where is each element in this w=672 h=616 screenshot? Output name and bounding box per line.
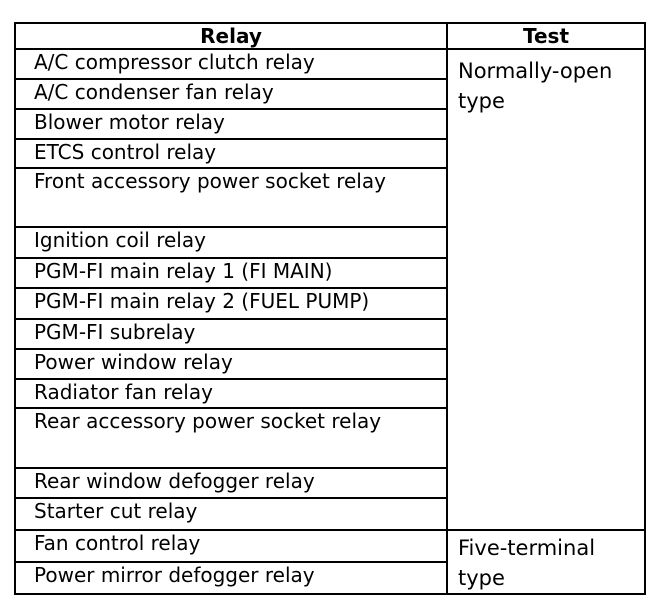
relay-column-header: Relay [15, 23, 447, 49]
relay-cell: ETCS control relay [15, 139, 447, 168]
test-column-header: Test [447, 23, 645, 49]
relay-cell: A/C condenser fan relay [15, 79, 447, 109]
relay-cell: PGM-FI subrelay [15, 319, 447, 349]
header-row [15, 23, 645, 49]
relay-cell: Front accessory power socket relay [15, 168, 447, 227]
table-row [15, 49, 645, 79]
relay-cell: Blower motor relay [15, 109, 447, 139]
relay-cell: PGM-FI main relay 1 (FI MAIN) [15, 258, 447, 288]
relay-cell: Rear window defogger relay [15, 468, 447, 498]
relay-cell: Radiator fan relay [15, 379, 447, 408]
relay-cell: A/C compressor clutch relay [15, 49, 447, 79]
relay-cell: Starter cut relay [15, 498, 447, 530]
relay-cell: PGM-FI main relay 2 (FUEL PUMP) [15, 288, 447, 319]
test-cell-normally-open: Normally-open type [447, 49, 645, 530]
table-row [15, 530, 645, 562]
relay-cell: Ignition coil relay [15, 227, 447, 258]
relay-cell: Fan control relay [15, 530, 447, 562]
relay-cell: Power window relay [15, 349, 447, 379]
relay-test-table [14, 22, 646, 595]
relay-cell: Rear accessory power socket relay [15, 408, 447, 468]
test-cell-five-terminal: Five-terminal type [447, 530, 645, 594]
relay-cell: Power mirror defogger relay [15, 562, 447, 594]
